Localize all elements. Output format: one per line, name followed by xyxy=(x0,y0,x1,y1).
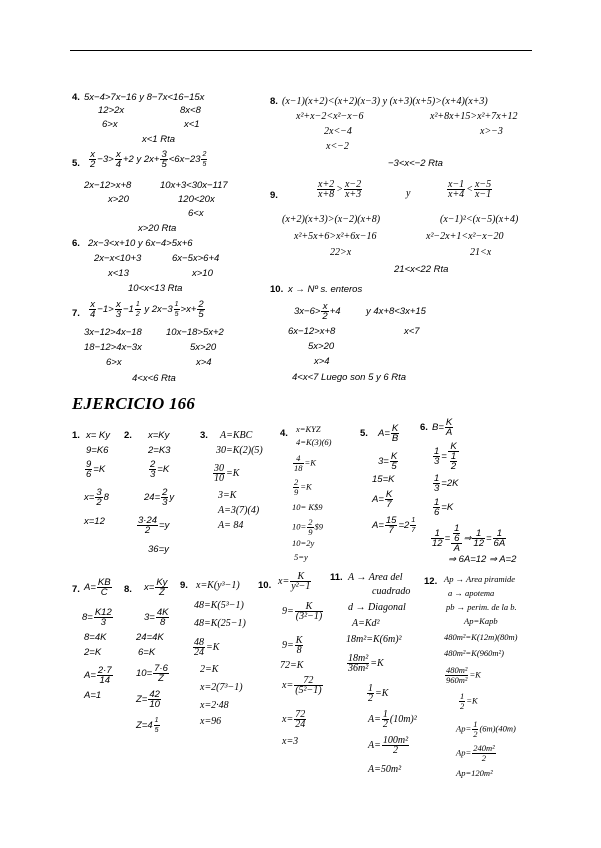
header-rule xyxy=(70,50,532,51)
page-title: EJERCICIO 166 xyxy=(72,394,196,413)
